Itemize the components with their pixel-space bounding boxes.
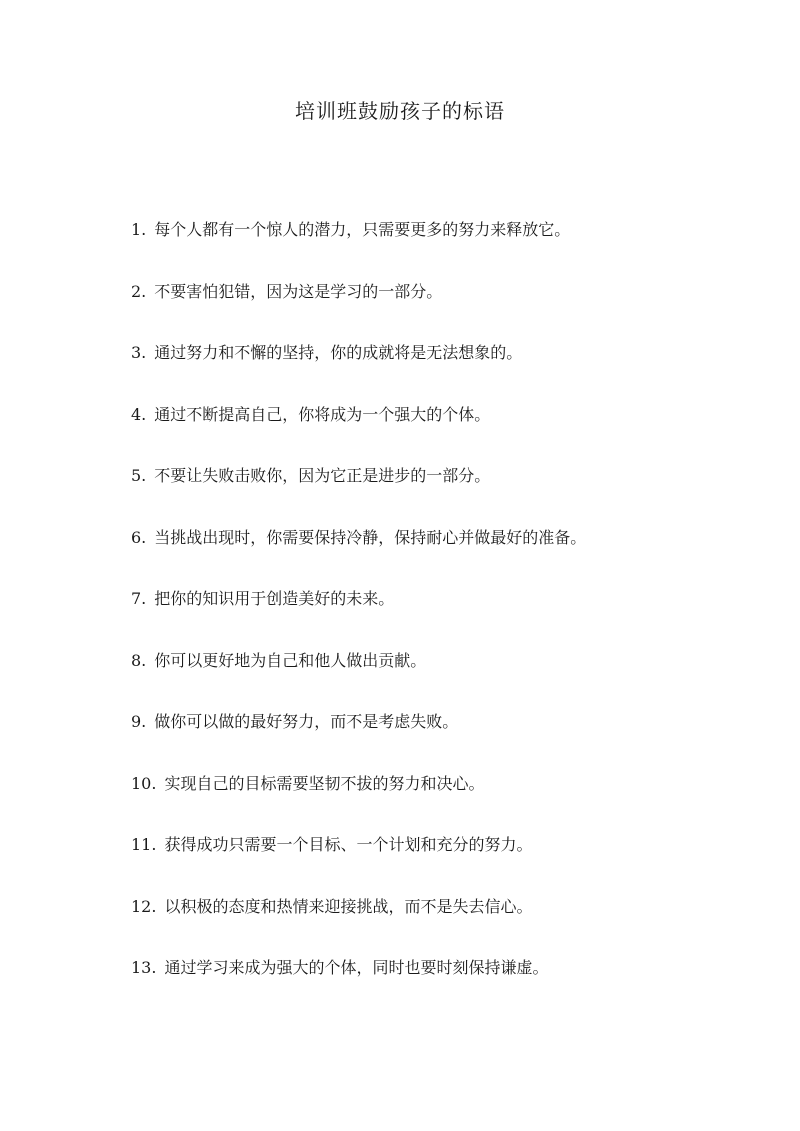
list-item [131, 520, 771, 582]
item-text: 通过学习来成为强大的个体，同时也要时刻保持谦虚。 [164, 958, 549, 977]
list-item [131, 643, 771, 705]
list-item [131, 212, 771, 274]
item-text: 每个人都有一个惊人的潜力，只需要更多的努力来释放它。 [154, 220, 571, 239]
list-item [131, 704, 771, 766]
item-number: 10. [131, 773, 157, 793]
item-number: 13. [131, 958, 157, 977]
item-number: 1. [131, 220, 147, 239]
item-text: 不要害怕犯错，因为这是学习的一部分。 [154, 281, 443, 301]
slogan-list [131, 212, 771, 1012]
item-text: 以积极的态度和热情来迎接挑战，而不是失去信心。 [164, 896, 533, 916]
item-text: 获得成功只需要一个目标、一个计划和充分的努力。 [164, 835, 533, 854]
item-number: 7. [131, 589, 147, 608]
list-item [131, 458, 771, 520]
item-text: 通过努力和不懈的坚持，你的成就将是无法想象的。 [154, 343, 523, 362]
list-item [131, 335, 771, 397]
page-title: 培训班鼓励孩子的标语 [295, 99, 505, 123]
item-number: 2. [131, 281, 147, 301]
list-item [131, 889, 771, 951]
item-number: 11. [131, 835, 157, 854]
item-number: 5. [131, 466, 147, 485]
item-text: 当挑战出现时，你需要保持冷静，保持耐心并做最好的准备。 [154, 527, 587, 547]
list-item [131, 827, 771, 889]
list-item [131, 397, 771, 459]
item-text: 做你可以做的最好努力，而不是考虑失败。 [154, 712, 459, 731]
item-number: 12. [131, 896, 157, 916]
item-number: 6. [131, 527, 147, 547]
item-text: 把你的知识用于创造美好的未来。 [154, 589, 395, 608]
list-item [131, 274, 771, 336]
item-text: 实现自己的目标需要坚韧不拔的努力和决心。 [164, 773, 485, 793]
item-number: 4. [131, 404, 147, 424]
item-number: 8. [131, 650, 147, 670]
list-item [131, 766, 771, 828]
item-number: 3. [131, 343, 147, 362]
item-text: 你可以更好地为自己和他人做出贡献。 [154, 650, 427, 670]
item-text: 通过不断提高自己，你将成为一个强大的个体。 [154, 404, 491, 424]
list-item [131, 950, 771, 1012]
item-text: 不要让失败击败你，因为它正是进步的一部分。 [154, 466, 491, 485]
list-item [131, 581, 771, 643]
item-number: 9. [131, 712, 147, 731]
